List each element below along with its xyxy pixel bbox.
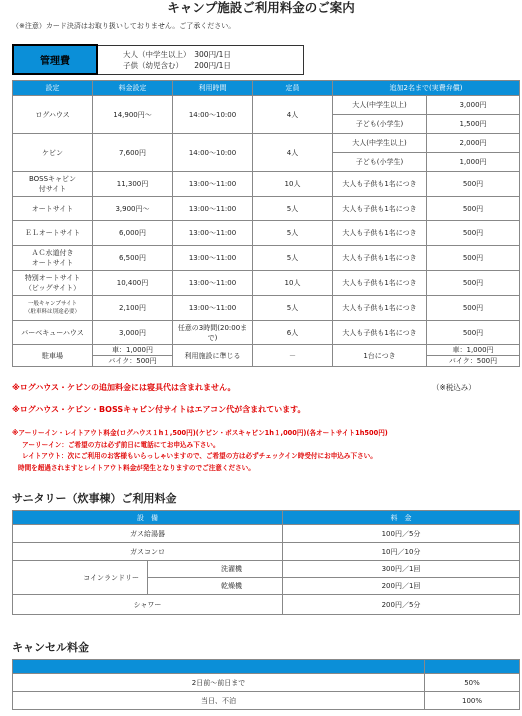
sanitary-dryer: 乾燥機 [148, 578, 283, 595]
sanitary-dryer-fee: 200円／1回 [283, 578, 520, 595]
row-price-auto: 3,900円～ [93, 197, 173, 221]
row-add-bbq: 大人も子供も1名につき [333, 321, 427, 345]
sanitary-header-fee: 料 金 [283, 511, 520, 525]
col-header-additional: 追加2名まで(実費弁償) [333, 81, 520, 96]
row-name-cabin: ケビン [13, 134, 93, 172]
cancel-fee-table [12, 659, 520, 710]
sanitary-washer: 洗濯機 [148, 561, 283, 578]
sanitary-heading: サニタリー（炊事棟）ご利用料金 [12, 492, 177, 505]
aircon-note: ※ログハウス・ケビン・BOSSキャビン付サイトはエアコン代が含まれています。 [12, 405, 306, 414]
row-add-cabin-adult: 大人(中学生以上) [333, 134, 427, 153]
cancel-header-fee [425, 660, 520, 674]
sanitary-washer-fee: 300円／1回 [283, 561, 520, 578]
card-notice: （※注意）カード決済はお取り扱いしておりません。ご了承ください。 [12, 22, 236, 30]
row-add-auto: 大人も子供も1名につき [333, 197, 427, 221]
row-time-loghouse: 14:00～10:00 [173, 96, 253, 134]
row-add-loghouse-child: 子ども(小学生) [333, 115, 427, 134]
row-price-cabin: 7,600円 [93, 134, 173, 172]
row-cap-boss: 10人 [253, 172, 333, 197]
management-fee-child: 子供（幼児含む） 200円/1日 [123, 60, 231, 70]
row-cap-auto: 5人 [253, 197, 333, 221]
sanitary-fee-table [12, 510, 520, 615]
sanitary-gas-heater: ガス給湯器 [13, 525, 283, 543]
early-in-note: アーリーイン：ご希望の方は必ず前日に電話にてお申込み下さい。 [22, 440, 220, 449]
row-name-ac: ＡＣ水道付き オートサイト [13, 246, 93, 271]
cancel-row-label: 当日、不泊 [13, 692, 425, 710]
row-fee-loghouse-adult: 3,000円 [427, 96, 520, 115]
row-time-general: 13:00～11:00 [173, 296, 253, 321]
bedding-note: ※ログハウス・ケビンの追加料金には寝具代は含まれません。 [12, 383, 236, 392]
row-add-general: 大人も子供も1名につき [333, 296, 427, 321]
cancel-heading: キャンセル料金 [12, 641, 89, 654]
col-header-capacity: 定員 [253, 81, 333, 96]
early-late-notes [12, 428, 388, 474]
row-fee-general: 500円 [427, 296, 520, 321]
management-fee-box [12, 44, 304, 75]
row-cap-ac: 5人 [253, 246, 333, 271]
tax-note: （※税込み） [432, 383, 476, 392]
row-price-parking-bike: バイク：500円 [93, 356, 173, 367]
row-time-big: 13:00～11:00 [173, 271, 253, 296]
row-time-bbq: 任意の3時間(20:00まで) [173, 321, 253, 345]
row-add-parking: 1台につき [333, 345, 427, 367]
row-price-ac: 6,500円 [93, 246, 173, 271]
row-fee-parking-car: 車：1,000円 [427, 345, 520, 356]
cancel-header-period [13, 660, 425, 674]
row-price-general: 2,100円 [93, 296, 173, 321]
row-price-parking-car: 車：1,000円 [93, 345, 173, 356]
row-time-auto: 13:00～11:00 [173, 197, 253, 221]
row-fee-el: 500円 [427, 221, 520, 246]
row-time-ac: 13:00～11:00 [173, 246, 253, 271]
row-add-ac: 大人も子供も1名につき [333, 246, 427, 271]
row-add-loghouse-adult: 大人(中学生以上) [333, 96, 427, 115]
row-name-bbq: バーベキューハウス [13, 321, 93, 345]
col-header-price: 料金設定 [93, 81, 173, 96]
row-name-loghouse: ログハウス [13, 96, 93, 134]
row-time-boss: 13:00～11:00 [173, 172, 253, 197]
row-cap-bbq: 6人 [253, 321, 333, 345]
row-name-big: 特別オートサイト （ビッグサイト） [13, 271, 93, 296]
row-name-boss: BOSSキャビン 付サイト [13, 172, 93, 197]
row-fee-parking-bike: バイク：500円 [427, 356, 520, 367]
row-add-big: 大人も子供も1名につき [333, 271, 427, 296]
facility-fee-table [12, 80, 520, 367]
row-add-el: 大人も子供も1名につき [333, 221, 427, 246]
management-fee-label: 管理費 [13, 45, 97, 74]
row-price-loghouse: 14,900円～ [93, 96, 173, 134]
row-fee-boss: 500円 [427, 172, 520, 197]
row-cap-big: 10人 [253, 271, 333, 296]
row-fee-loghouse-child: 1,500円 [427, 115, 520, 134]
row-fee-cabin-adult: 2,000円 [427, 134, 520, 153]
row-fee-bbq: 500円 [427, 321, 520, 345]
cancel-row-label: 2日前～前日まで [13, 674, 425, 692]
row-fee-ac: 500円 [427, 246, 520, 271]
row-price-big: 10,400円 [93, 271, 173, 296]
sanitary-laundry: コインランドリー [13, 561, 148, 595]
col-header-time: 利用時間 [173, 81, 253, 96]
late-out-note: レイトアウト：次にご利用のお客様もいらっしゃいますので、ご希望の方は必ずチェックイン時受付にお申込み下さい。 [22, 452, 377, 460]
row-cap-cabin: 4人 [253, 134, 333, 172]
sanitary-shower: シャワー [13, 595, 283, 615]
sanitary-shower-fee: 200円／5分 [283, 595, 520, 615]
row-fee-cabin-child: 1,000円 [427, 153, 520, 172]
page-title: キャンプ施設ご利用料金のご案内 [167, 0, 355, 15]
late-out-warning: 時間を超過されますとレイトアウト料金が発生となりますのでご注意ください。 [18, 463, 255, 472]
row-price-bbq: 3,000円 [93, 321, 173, 345]
sanitary-gas-stove: ガスコンロ [13, 543, 283, 561]
row-price-el: 6,000円 [93, 221, 173, 246]
row-cap-el: 5人 [253, 221, 333, 246]
row-time-cabin: 14:00～10:00 [173, 134, 253, 172]
sanitary-gas-stove-fee: 10円／10分 [283, 543, 520, 561]
management-fee-adult: 大人（中学生以上） 300円/1日 [123, 49, 231, 59]
management-fee-detail [97, 45, 304, 74]
row-price-boss: 11,300円 [93, 172, 173, 197]
row-fee-big: 500円 [427, 271, 520, 296]
row-fee-auto: 500円 [427, 197, 520, 221]
row-time-el: 13:00～11:00 [173, 221, 253, 246]
row-add-boss: 大人も子供も1名につき [333, 172, 427, 197]
row-time-parking: 利用施設に準じる [173, 345, 253, 367]
cancel-row-fee: 50% [425, 674, 520, 692]
row-name-parking: 駐車場 [13, 345, 93, 367]
col-header-setting: 設定 [13, 81, 93, 96]
row-cap-general: 5人 [253, 296, 333, 321]
row-cap-parking: － [253, 345, 333, 367]
sanitary-header-facility: 設 備 [13, 511, 283, 525]
row-name-auto: オートサイト [13, 197, 93, 221]
row-name-general: 一般キャンプサイト （駐車料は別途必要） [13, 296, 93, 321]
row-add-cabin-child: 子ども(小学生) [333, 153, 427, 172]
row-cap-loghouse: 4人 [253, 96, 333, 134]
row-name-el: ＥＬオートサイト [13, 221, 93, 246]
cancel-row-fee: 100% [425, 692, 520, 710]
sanitary-gas-heater-fee: 100円／5分 [283, 525, 520, 543]
early-late-fee-note: ※アーリーイン・レイトアウト料金(ログハウス１h１,500円)(ケビン・ボスキャビン1h１,000円)(各オートサイト1h500円) [12, 429, 388, 437]
